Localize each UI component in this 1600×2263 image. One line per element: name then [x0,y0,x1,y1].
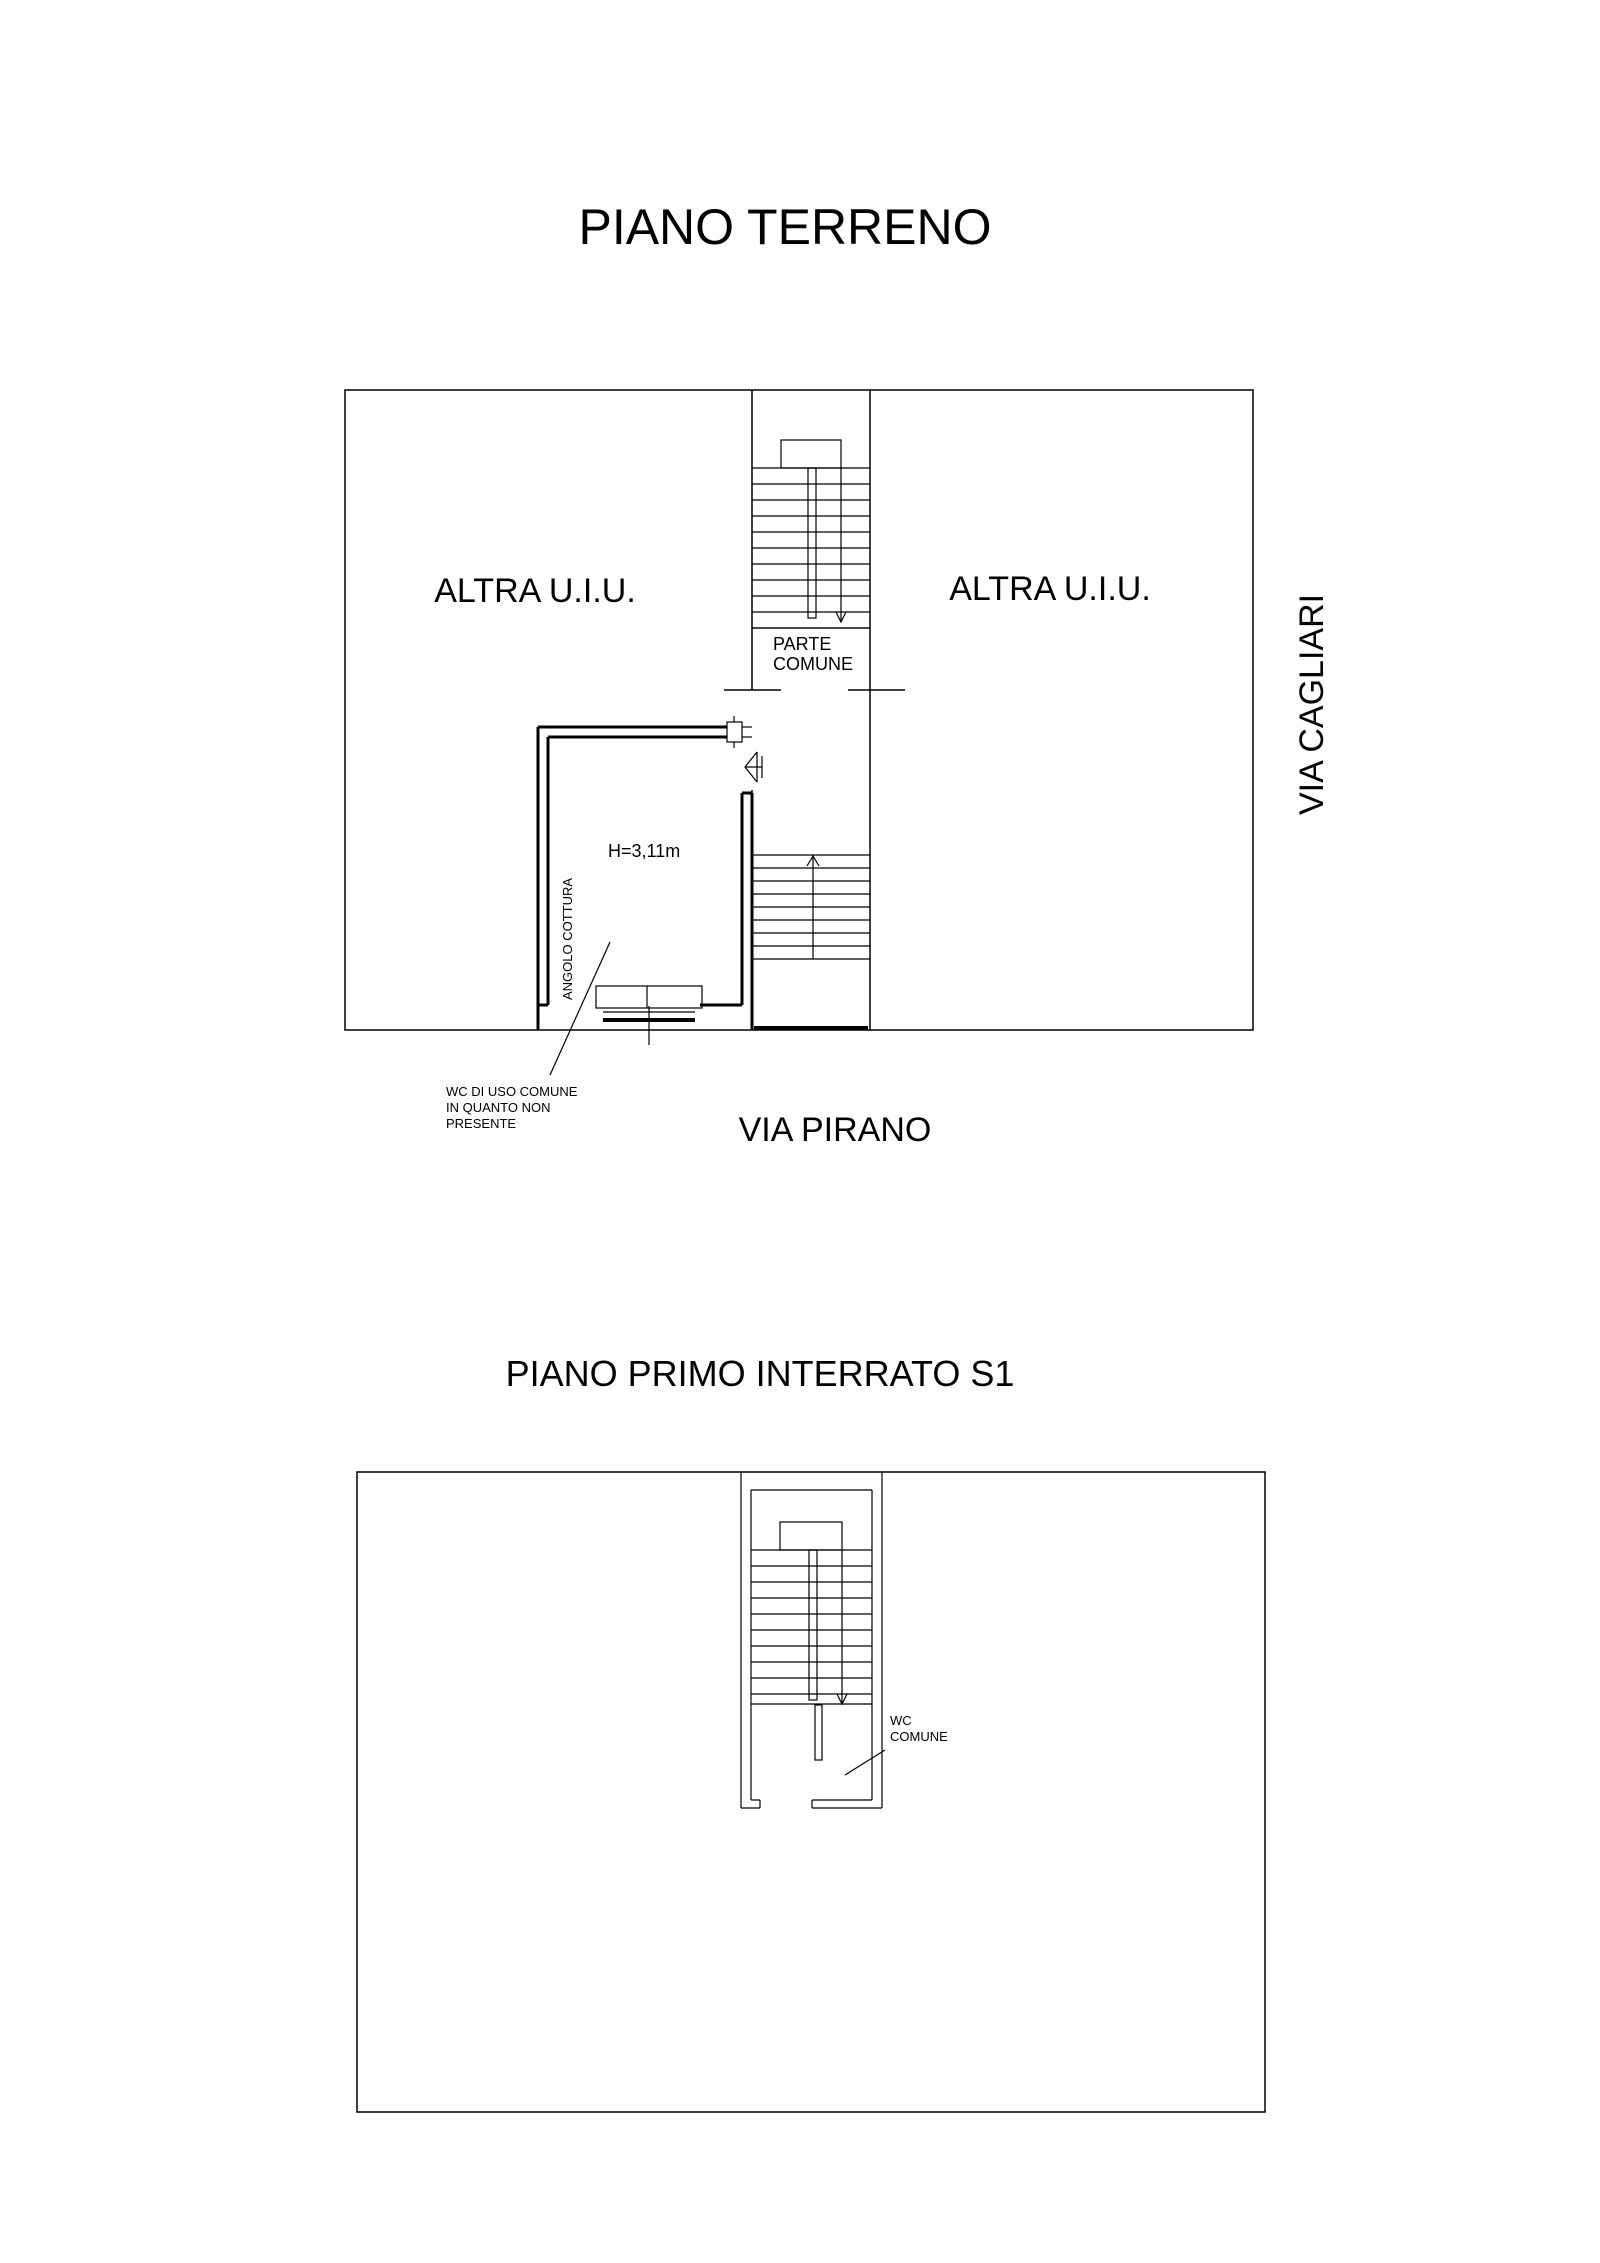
common-area-label-line1: PARTE [773,634,832,654]
street-label-via-cagliari: VIA CAGLIARI [1293,593,1331,815]
common-area-label-line2: COMUNE [773,654,853,674]
room-height-label: H=3,11m [608,841,681,861]
basement-floor-plan [357,1472,1265,2112]
lower-stair-flight [752,855,870,1028]
street-label-via-pirano: VIA PIRANO [738,1111,932,1149]
upper-stair-flight [752,440,870,628]
wc-common-label-line1: WC [890,1713,912,1728]
right-unit-label: ALTRA U.I.U. [949,570,1151,608]
basement-floor-title: PIANO PRIMO INTERRATO S1 [505,1353,1015,1394]
wc-fixture [596,986,702,1045]
entrance-door-symbol [745,752,762,782]
wc-note-line3: PRESENTE [446,1116,517,1131]
wc-leader-line [845,1750,885,1775]
ground-floor-plan [345,390,1331,1149]
basement-floor-outline [357,1472,1265,2112]
basement-stair-flight [751,1522,872,1760]
wc-note-line1: WC DI USO COMUNE [446,1084,578,1099]
kitchen-corner-label: ANGOLO COTTURA [560,877,575,1000]
ground-floor-title: PIANO TERRENO [578,199,992,255]
left-unit-label: ALTRA U.I.U. [434,572,636,610]
ground-floor-outline [345,390,1253,1030]
wc-common-label-line2: COMUNE [890,1729,948,1744]
wc-note-line2: IN QUANTO NON [446,1100,551,1115]
